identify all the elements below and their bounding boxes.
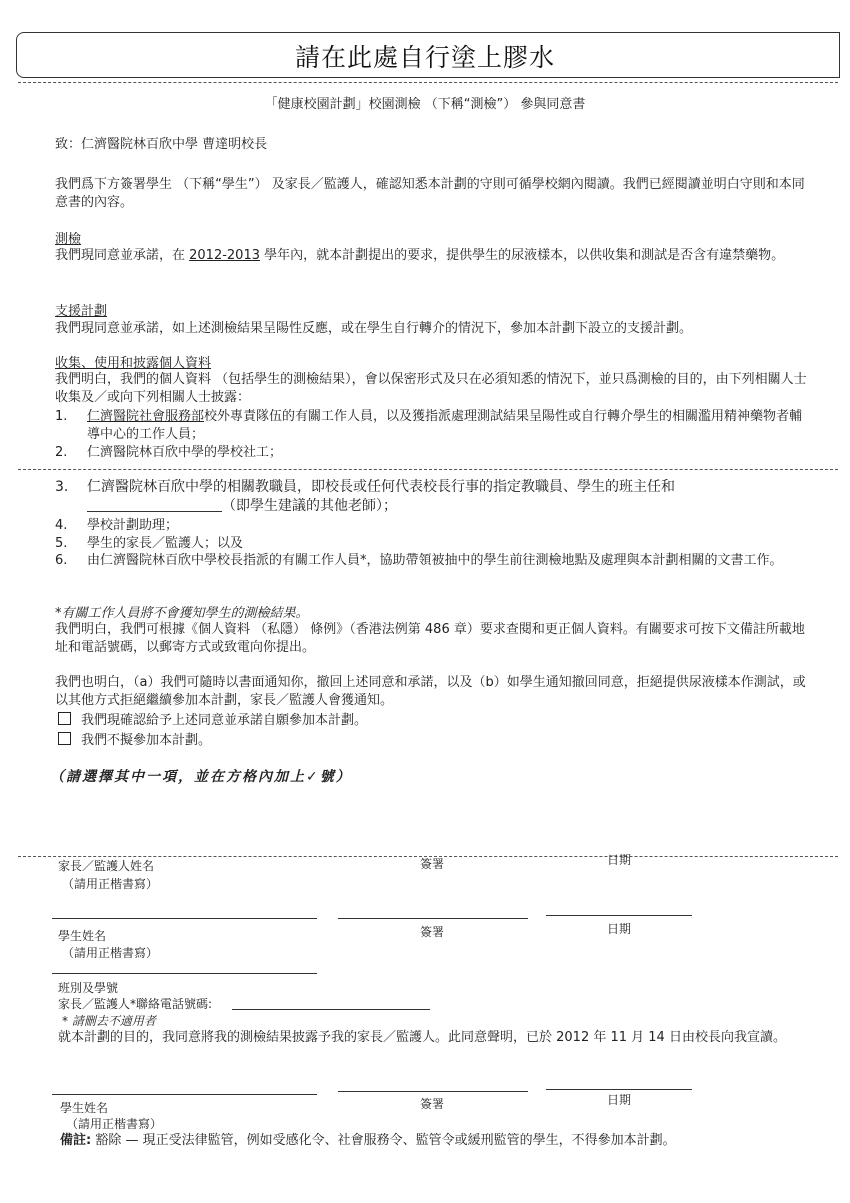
remark-label: 備註:	[60, 1133, 92, 1148]
decline-checkbox[interactable]	[58, 732, 71, 745]
class-number-label: 班別及學號	[58, 981, 119, 995]
date-label: 日期	[607, 853, 632, 867]
cut-line-top	[18, 82, 838, 83]
selection-instruction: （請選擇其中一項，並在方格內加上✓號）	[50, 769, 352, 785]
glue-instruction: 請在此處自行塗上膠水	[294, 43, 555, 72]
signature-label: 簽署	[420, 1097, 445, 1111]
block-letters-hint: （請用正楷書寫）	[62, 877, 159, 891]
parent-name-line[interactable]	[52, 918, 317, 919]
social-service-dept: 仁濟醫院社會服務部	[87, 409, 205, 424]
school-year: 2012-2013	[189, 248, 260, 263]
date-label: 日期	[607, 1093, 632, 1107]
declaration: 就本計劃的目的，我同意將我的測檢結果披露予我的家長／監護人。此同意聲明，已於 2012 年 11 月 14 日由校長向我宣讀。	[58, 1030, 786, 1045]
parent-name-label: 家長／監護人姓名	[58, 859, 155, 873]
signature-label: 簽署	[420, 925, 445, 939]
section-privacy-heading: 收集、使用和披露個人資料	[55, 356, 212, 371]
student-name-line[interactable]	[52, 1094, 317, 1095]
privacy-paragraph: 我們明白，我們可根據《個人資料 （私隱） 條例》（香港法例第 486 章）要求查閱和更正個人資料。有關要求可按下文備註所載地址和電話號碼，以郵寄方式或致電向你提出。	[55, 622, 805, 655]
date-label: 日期	[607, 922, 632, 936]
form-title: 「健康校園計劃」校園測檢 （下稱“測檢”） 參與同意書	[264, 97, 586, 112]
block-letters-hint: （請用正楷書寫）	[66, 1117, 163, 1131]
other-teacher-blank[interactable]	[87, 498, 222, 512]
parent-date-line[interactable]	[546, 915, 692, 916]
student-name-label: 學生姓名	[58, 929, 107, 943]
option-participate: 我們現確認給予上述同意並承諾自願參加本計劃。	[58, 712, 367, 730]
signature-label: 簽署	[420, 857, 445, 871]
section-testing-body: 我們現同意並承諾，在 2012-2013 學年內，就本計劃提出的要求，提供學生的尿液樣本，以供收集和測試是否含有違禁藥物。	[55, 248, 785, 263]
student-name-line[interactable]	[52, 973, 317, 974]
section-privacy-body: 我們明白，我們的個人資料 （包括學生的測檢結果），會以保密形式及只在必須知悉的情況下，並只爲測檢的目的，由下列相關人士收集及／或向下列相關人士披露：	[55, 372, 807, 405]
student-name-label: 學生姓名	[60, 1101, 109, 1115]
remark: 備註: 豁除 — 現正受法律監管，例如受感化令、社會服務令、監管令或緩刑監管的學生，不得參加本計劃。	[60, 1133, 676, 1148]
student-date-line[interactable]	[546, 1089, 692, 1090]
addressee: 致：仁濟醫院林百欣中學 曹達明校長	[55, 137, 268, 152]
section-support-body: 我們現同意並承諾，如上述測檢結果呈陽性反應，或在學生自行轉介的情況下，參加本計劃下設立的支援計劃。	[55, 321, 693, 336]
parent-signature-line[interactable]	[338, 918, 528, 919]
withdraw-paragraph: 我們也明白，（a）我們可隨時以書面通知你，撤回上述同意和承諾，以及（b）如學生通知撤回同意，拒絕提供尿液樣本作測試，或以其他方式拒絕繼續參加本計劃，家長／監護人會獲通知。	[55, 675, 806, 708]
section-testing-heading: 測檢	[55, 232, 82, 247]
block-letters-hint: （請用正楷書寫）	[62, 946, 159, 960]
cut-line-middle	[18, 469, 838, 470]
option-decline: 我們不擬參加本計劃。	[58, 732, 211, 750]
delete-note: * 請刪去不適用者	[62, 1014, 156, 1028]
student-signature-line[interactable]	[338, 1091, 528, 1092]
participate-checkbox[interactable]	[58, 712, 71, 725]
phone-label: 家長／監護人*聯絡電話號碼:	[58, 997, 213, 1011]
phone-line[interactable]	[232, 1009, 430, 1010]
footnote: *有關工作人員將不會獲知學生的測檢結果。	[55, 606, 309, 621]
intro-paragraph: 我們爲下方簽署學生 （下稱“學生”） 及家長／監護人，確認知悉本計劃的守則可循學校網內閱讀。我們已經閱讀並明白守則和本同意書的內容。	[55, 177, 805, 210]
section-support-heading: 支援計劃	[55, 304, 108, 319]
